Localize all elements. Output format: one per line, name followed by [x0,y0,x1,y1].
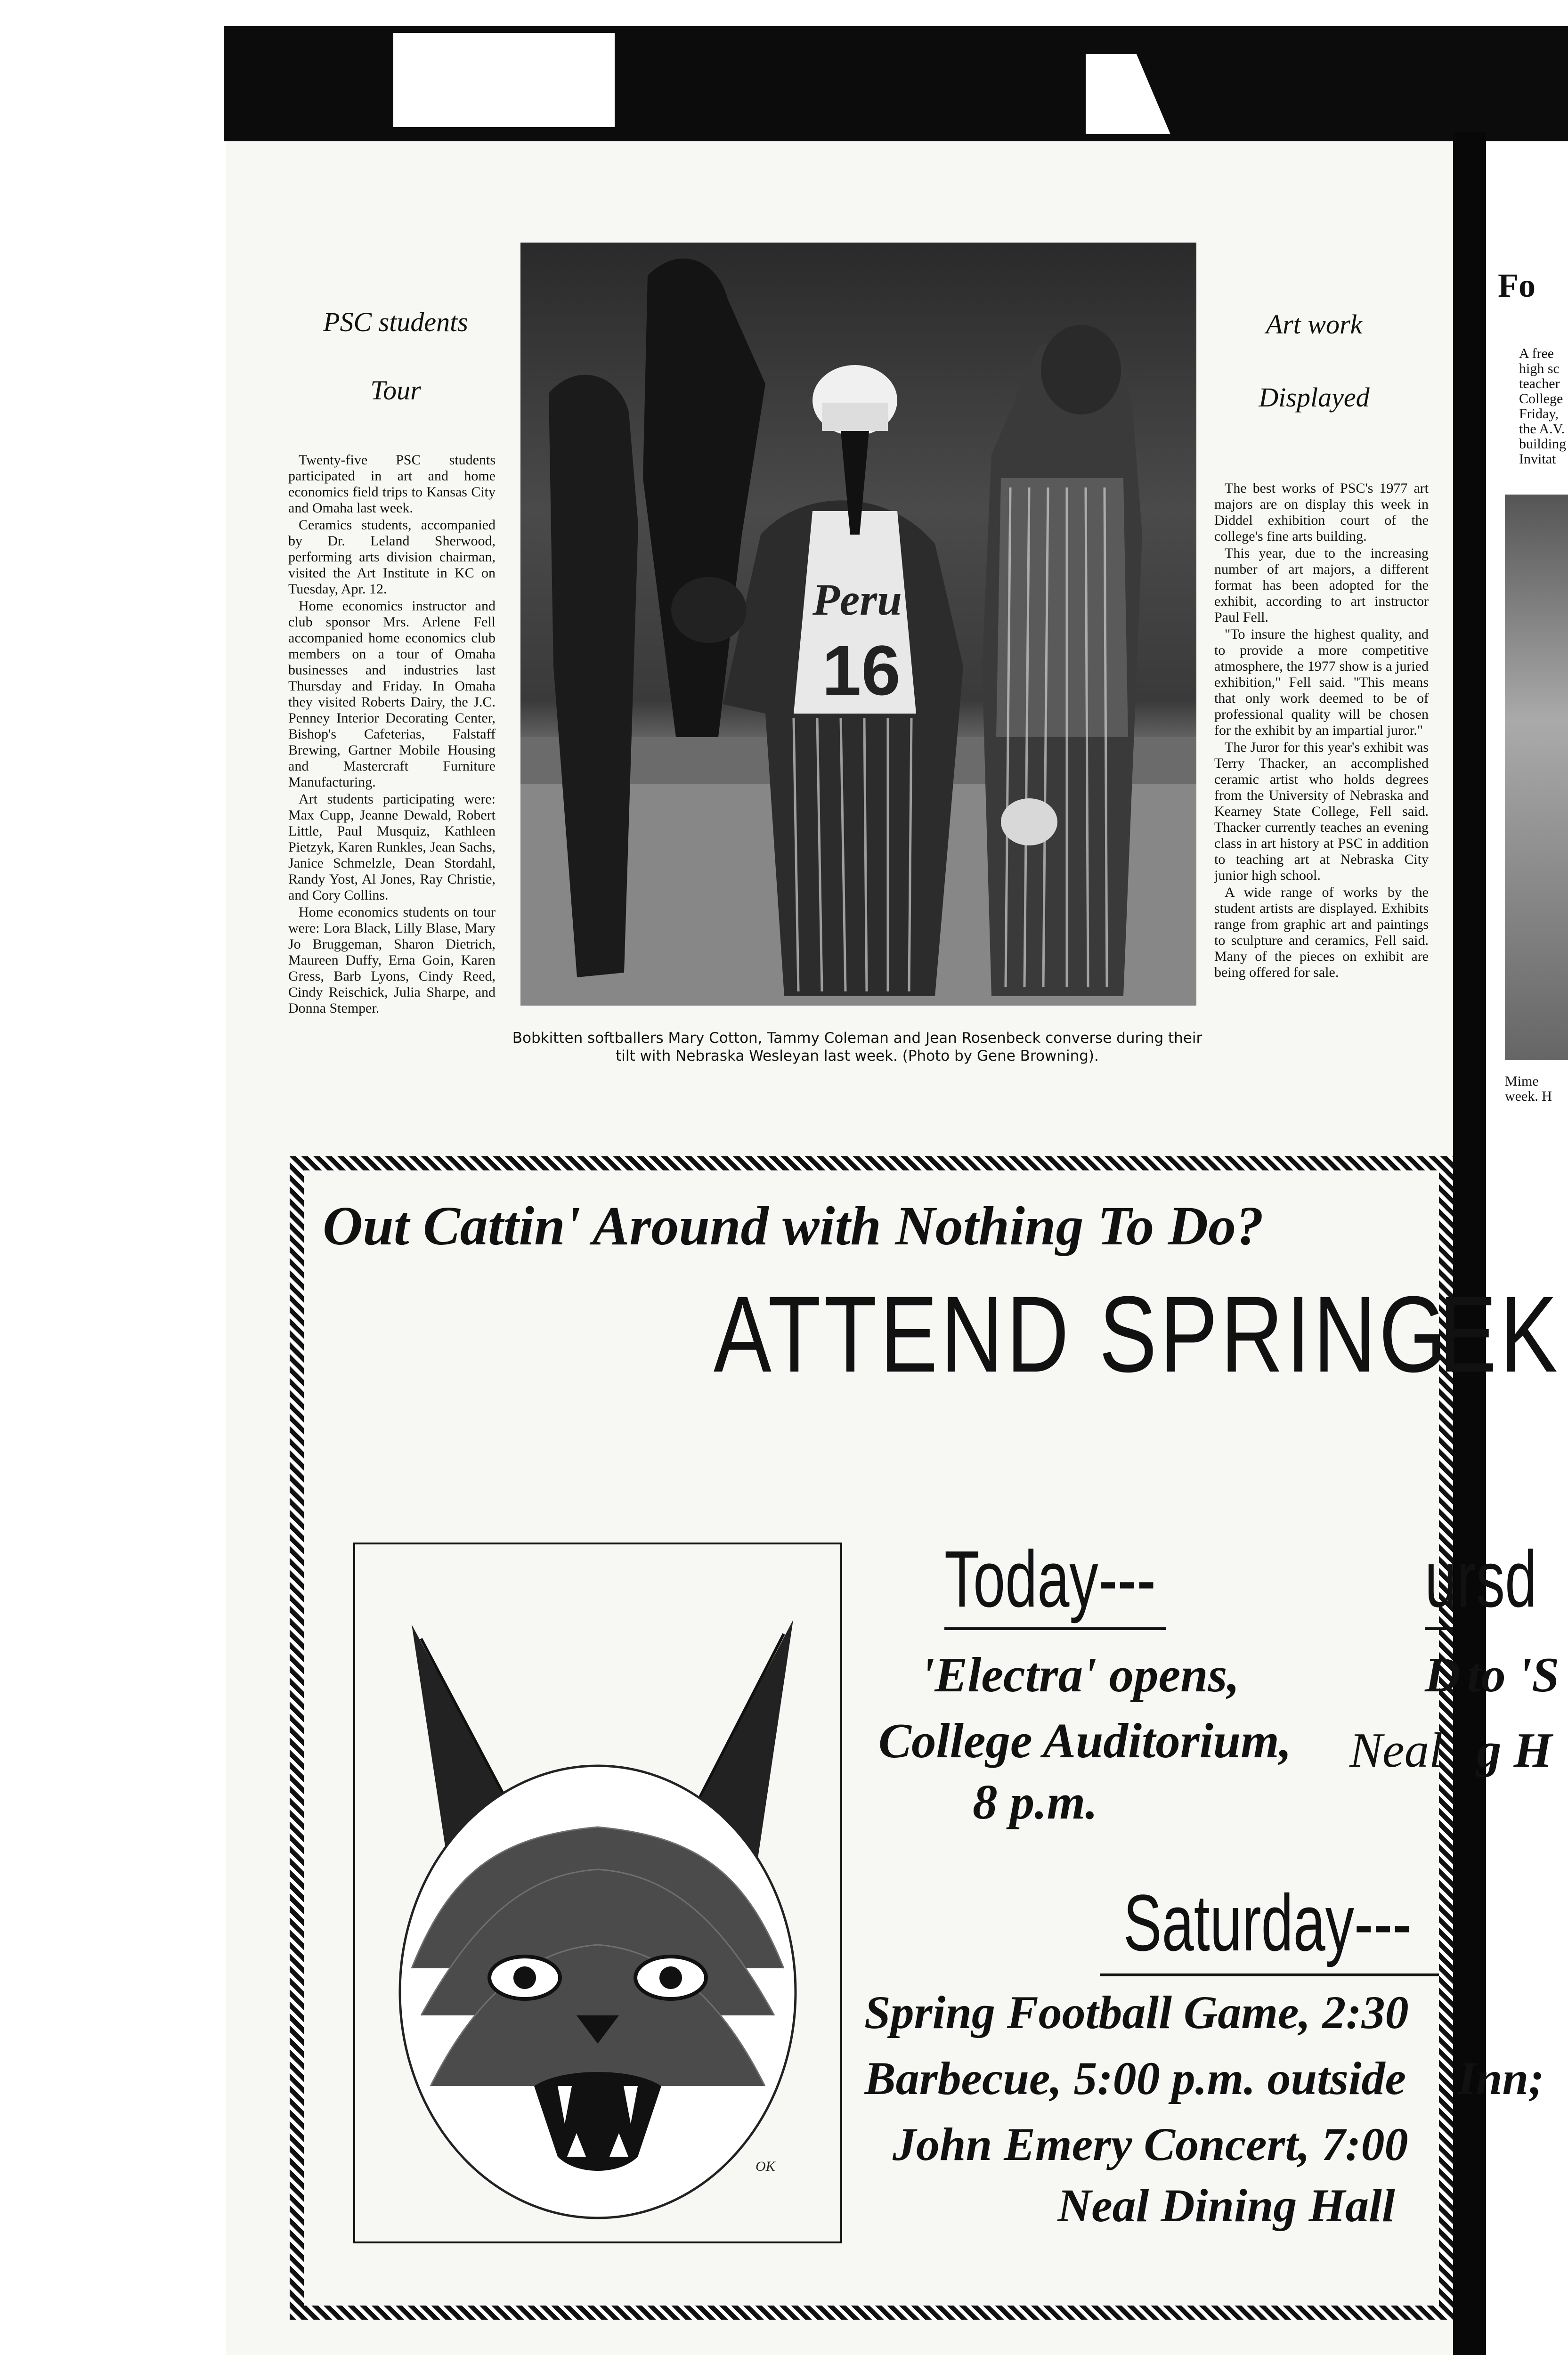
today-heading: Today--- [944,1535,1156,1624]
paragraph: "To insure the highest quality, and to provide a more competitive atmosphere, the 1977 show is a juried exhibition," Fell said. "This means that only work deemed to be of professional quality will be chosen for the exhibit by an impartial juror." [1214,626,1429,738]
paragraph: The best works of PSC's 1977 art majors are on display this week in Diddel exhibition court of the college's fine arts building. [1214,480,1429,544]
right-story-headline: Art work [1266,309,1363,340]
text-line: teacher [1519,376,1560,391]
today-rule [944,1627,1166,1630]
next-page-caption [1505,1074,1568,1104]
left-story-body [288,452,496,1017]
ad-headline-cut: EK [1439,1274,1561,1395]
paragraph: Twenty-five PSC students participated in art and home economics field trips to Kansas City and Omaha last week. [288,452,496,516]
next-page-text [1519,346,1568,467]
jersey-text: Peru [812,575,902,625]
left-story-headline: PSC students [323,307,468,337]
today-event: College Auditorium, [878,1713,1292,1768]
ad-tagline: Out Cattin' Around with Nothing To Do? [323,1195,1264,1257]
ad-headline: ATTEND SPRING [714,1274,1450,1395]
next-page-photo [1505,495,1568,1060]
thursday-event: g H [1477,1722,1552,1778]
text-line: Invitat [1519,451,1556,467]
today-event: 'Electra' opens, [921,1647,1240,1702]
right-story-headline-2: Displayed [1259,382,1370,413]
saturday-event: Inn; [1458,2052,1544,2104]
photo-illustration [520,243,1196,1006]
today-event: 8 p.m. [973,1774,1098,1829]
thursday-event: D [1425,1647,1461,1702]
bobcat-illustration [353,1543,842,2243]
softball-photo [520,243,1196,1006]
text-line: high sc [1519,361,1560,376]
bobcat-icon [355,1544,840,2241]
saturday-event: John Emery Concert, 7:00 [893,2118,1408,2170]
saturday-event: Spring Football Game, 2:30 [864,1986,1409,2038]
spring-week-ad [290,1156,1561,2320]
thursday-heading: ursd [1425,1535,1537,1624]
photo-caption: Bobkitten softballers Mary Cotton, Tammy Coleman and Jean Rosenbeck converse during their tilt with Nebraska Wesleyan last week. (Photo by Gene Browning). [512,1030,1202,1064]
thursday-event: Neal [1349,1722,1443,1778]
thursday-rule [1425,1627,1453,1630]
text-line: the A.V. [1519,421,1565,437]
saturday-heading: Saturday--- [1123,1878,1412,1968]
paragraph: This year, due to the increasing number of art majors, a different format has been adopted for the exhibit, according to art instructor Paul Fell. [1214,545,1429,625]
left-story-headline-2: Tour [370,375,421,406]
paragraph: The Juror for this year's exhibit was Terry Thacker, an accomplished ceramic artist who holds degrees from the University of Nebraska and Kearney State College, Fell said. Thacker currently teaches an evening class in art history at PSC in addition to teaching art at Nebraska City junior high school. [1214,739,1429,883]
paragraph: Home economics students on tour were: Lora Black, Lilly Blase, Mary Jo Bruggeman, Sharon Dietrich, Maureen Duffy, Erna Goin, Karen Gress, Barb Lyons, Cindy Reed, Cindy Reischick, Julia Sharpe, and Donna Stemper. [288,904,496,1016]
text-line: building [1519,436,1567,452]
text-line: Friday, [1519,406,1559,422]
saturday-rule [1100,1973,1439,1976]
paper-scrap [1086,54,1170,134]
saturday-event: Neal Dining Hall [1057,2179,1395,2232]
paragraph: A wide range of works by the student artists are displayed. Exhibits range from graphic art and paintings to sculpture and ceramics, Fell said. Many of the pieces on exhibit are being offered for sale. [1214,885,1429,980]
paragraph: Ceramics students, accompanied by Dr. Leland Sherwood, performing arts division chairman, visited the Art Institute in KC on Tuesday, Apr. 12. [288,517,496,597]
text-line: Mime [1505,1073,1539,1089]
right-story-body [1214,480,1429,982]
paper-scrap [393,33,615,127]
text-line: week. H [1505,1088,1552,1104]
text-line: College [1519,391,1563,406]
art-signature: OK [756,2159,775,2174]
top-scan-border [224,26,1568,141]
saturday-event: Barbecue, 5:00 p.m. outside [864,2052,1406,2104]
paragraph: Home economics instructor and club sponsor Mrs. Arlene Fell accompanied home economics club members on a tour of Omaha businesses and industries last Thursday and Friday. In Omaha they visited Roberts Dairy, the J.C. Penney Interior Decorating Center, Bishop's Cafeterias, Falstaff Brewing, Gartner Mobile Housing and Mastercraft Furniture Manufacturing. [288,598,496,790]
text-line: A free [1519,346,1554,361]
jersey-number: 16 [822,631,901,710]
thursday-event: to 'S [1467,1647,1560,1702]
next-page-headline: Fo [1498,267,1536,304]
paragraph: Art students participating were: Max Cupp, Jeanne Dewald, Robert Little, Paul Musquiz, Kathleen Pietzyk, Karen Runkles, Jean Sachs, Janice Schmelzle, Dean Stordahl, Randy Yost, Al Jones, Ray Christie, and Cory Collins. [288,791,496,903]
page-gutter [1453,132,1486,2355]
